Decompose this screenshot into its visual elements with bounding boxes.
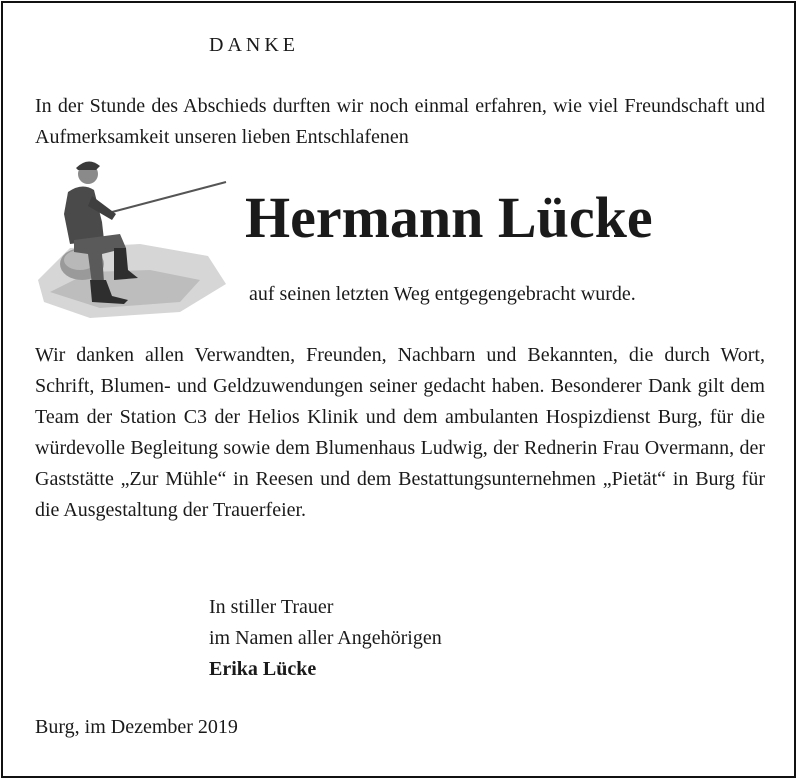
- fisherman-icon: [30, 152, 230, 320]
- signature-line-mourning: In stiller Trauer: [209, 596, 334, 618]
- intro-continuation: auf seinen letzten Weg entgegengebracht wurde.: [249, 283, 636, 305]
- deceased-name: Hermann Lücke: [245, 185, 653, 250]
- notice-heading: DANKE: [209, 34, 299, 56]
- signature-block: [209, 592, 442, 685]
- gratitude-text: Wir danken allen Verwandten, Freunden, Nachbarn und Bekannten, die durch Wort, Schrift, Blumen- und Geldzuwendungen seiner gedacht haben. Besonderer Dank gilt dem Team der Station C3 der Helios Klinik und dem ambulanten Hospizdienst Burg, für die würdevolle Begleitung sowie dem Blumenhaus Ludwig, der Rednerin Frau Overmann, der Gaststätte „Zur Mühle“ in Reesen und dem Bestattungsunternehmen „Pietät“ in Burg für die Ausgestaltung der Trauerfeier.: [35, 344, 765, 521]
- signer-name: Erika Lücke: [209, 658, 317, 680]
- intro-text: In der Stunde des Abschieds durften wir noch einmal erfahren, wie viel Freundschaft und Aufmerksamkeit unseren lieben Entschlafenen: [35, 95, 765, 148]
- signature-line-relatives: im Namen aller Angehörigen: [209, 627, 442, 649]
- place-date: Burg, im Dezember 2019: [35, 716, 238, 738]
